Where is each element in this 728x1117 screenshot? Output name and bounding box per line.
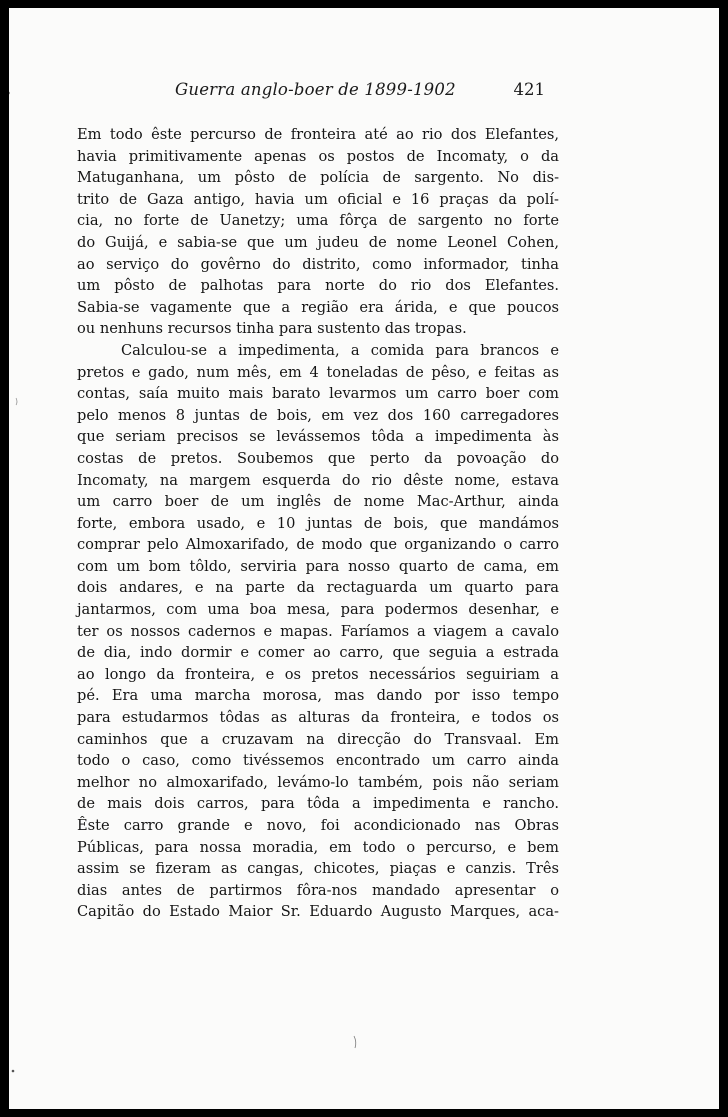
text-line: costas de pretos. Soubemos que perto da povoação do bbox=[77, 449, 559, 467]
text-line: Calculou-se a impedimenta, a comida para brancos e bbox=[121, 341, 559, 359]
text-line: caminhos que a cruzavam na direcção do Transvaal. Em bbox=[77, 730, 559, 748]
text-line: Sabia-se vagamente que a região era árida, e que poucos bbox=[77, 298, 559, 316]
text-line: de mais dois carros, para tôda a impedimenta e rancho. bbox=[77, 795, 559, 813]
text-line: comprar pelo Almoxarifado, de modo que organizando o carro bbox=[77, 536, 559, 554]
body-text bbox=[77, 124, 559, 923]
text-line: pé. Era uma marcha morosa, mas dando por isso tempo bbox=[77, 687, 559, 705]
text-line: Êste carro grande e novo, foi acondicionado nas Obras bbox=[77, 817, 559, 834]
text-line: Em todo êste percurso de fronteira até ao rio dos Elefantes, bbox=[77, 126, 559, 143]
page-number: 421 bbox=[513, 80, 545, 99]
text-line: do Guijá, e sabia-se que um judeu de nome Leonel Cohen, bbox=[77, 233, 559, 251]
text-line: havia primitivamente apenas os postos de Incomaty, o da bbox=[77, 147, 559, 165]
text-line: pretos e gado, num mês, em 4 toneladas de pêso, e feitas as bbox=[77, 363, 559, 381]
text-line: ou nenhuns recursos tinha para sustento das tropas. bbox=[77, 320, 467, 338]
text-line: Capitão do Estado Maior Sr. Eduardo Augusto Marques, aca- bbox=[77, 903, 559, 921]
text-line: contas, saía muito mais barato levarmos um carro boer com bbox=[77, 385, 559, 403]
text-line: Matuganhana, um pôsto de polícia de sargento. No dis- bbox=[77, 169, 559, 187]
text-line: jantarmos, com uma boa mesa, para podermos desenhar, e bbox=[77, 601, 559, 619]
text-line: melhor no almoxarifado, levámo-lo também, pois não seriam bbox=[77, 773, 559, 791]
text-line: que seriam precisos se levássemos tôda a impedimenta às bbox=[77, 428, 559, 446]
text-line: Incomaty, na margem esquerda do rio dêste nome, estava bbox=[77, 471, 559, 489]
text-line: dias antes de partirmos fôra-nos mandado apresentar o bbox=[77, 881, 559, 899]
text-line: ao serviço do govêrno do distrito, como informador, tinha bbox=[77, 255, 559, 273]
text-line: todo o caso, como tivéssemos encontrado um carro ainda bbox=[77, 752, 559, 770]
text-line: pelo menos 8 juntas de bois, em vez dos 160 carregadores bbox=[77, 406, 559, 424]
text-line: trito de Gaza antigo, havia um oficial e 16 praças da polí- bbox=[77, 190, 559, 208]
page-header bbox=[9, 80, 719, 104]
text-line: ao longo da fronteira, e os pretos necessários seguiriam a bbox=[77, 665, 559, 683]
text-line: forte, embora usado, e 10 juntas de bois, que mandámos bbox=[77, 514, 559, 532]
text-line: dois andares, e na parte da rectaguarda um quarto para bbox=[77, 579, 559, 597]
text-line: Públicas, para nossa moradia, em todo o percurso, e bem bbox=[77, 838, 559, 856]
paragraph-1 bbox=[77, 124, 559, 340]
text-line: para estudarmos tôdas as alturas da fronteira, e todos os bbox=[77, 709, 559, 727]
text-line: um carro boer de um inglês de nome Mac-Arthur, ainda bbox=[77, 493, 559, 511]
paragraph-2 bbox=[77, 340, 559, 923]
text-line: de dia, indo dormir e comer ao carro, que seguia a estrada bbox=[77, 644, 559, 662]
book-page bbox=[9, 8, 719, 1109]
text-line: cia, no forte de Uanetzy; uma fôrça de sargento no forte bbox=[77, 212, 559, 230]
text-line: com um bom tôldo, serviria para nosso quarto de cama, em bbox=[77, 557, 559, 575]
text-line: assim se fizeram as cangas, chicotes, piaças e canzis. Três bbox=[77, 860, 559, 878]
text-line: um pôsto de palhotas para norte do rio dos Elefantes. bbox=[77, 277, 559, 295]
text-line: ter os nossos cadernos e mapas. Faríamos a viagem a cavalo bbox=[77, 622, 559, 640]
running-title: Guerra anglo-boer de 1899-1902 bbox=[175, 80, 456, 99]
